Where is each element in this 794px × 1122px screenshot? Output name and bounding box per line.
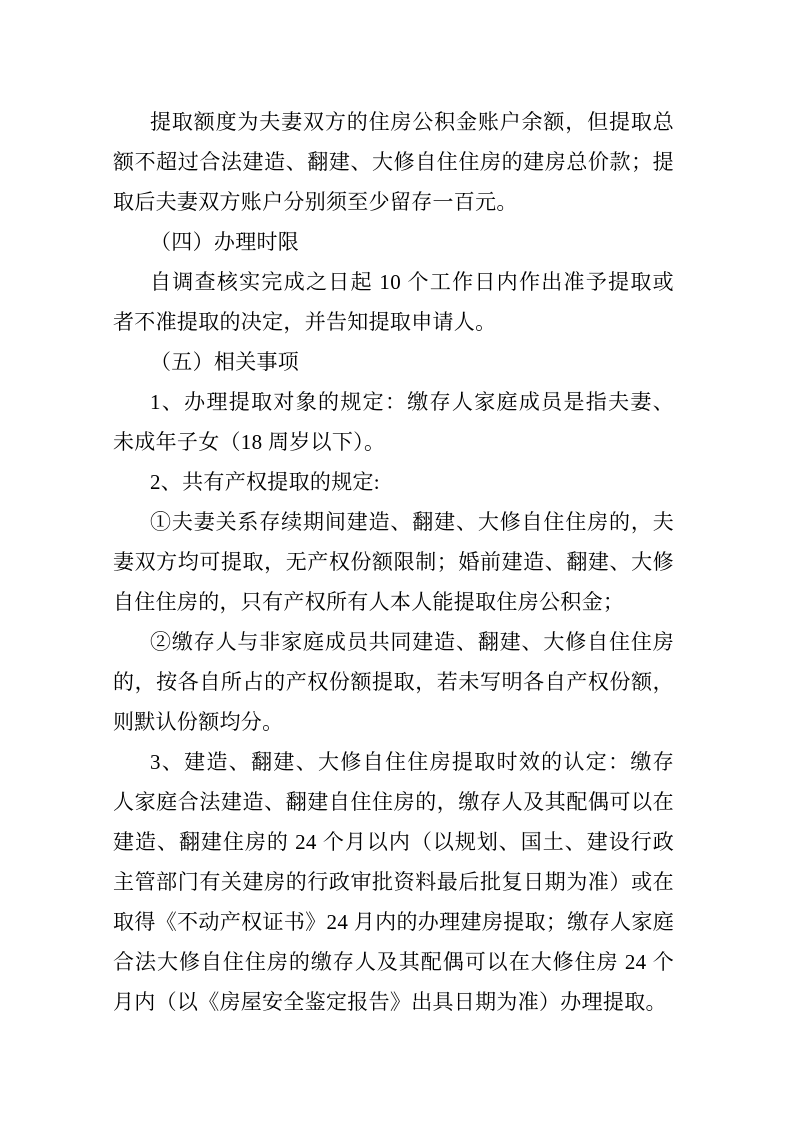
doc-line: 的，按各自所占的产权份额提取，若未写明各自产权份额， xyxy=(113,670,674,694)
paragraph-withdrawal-limit xyxy=(113,102,674,222)
paragraph-item-2 xyxy=(113,462,674,502)
document-body xyxy=(113,102,674,1022)
paragraph-item-1 xyxy=(113,382,674,462)
doc-line: 额不超过合法建造、翻建、大修自住住房的建房总价款；提 xyxy=(113,150,674,174)
doc-line: 取得《不动产权证书》24 月内的办理建房提取；缴存人家庭 xyxy=(113,910,674,934)
doc-line: 者不准提取的决定，并告知提取申请人。 xyxy=(113,310,497,334)
paragraph-item-3 xyxy=(113,742,674,1022)
doc-line: 则默认份额均分。 xyxy=(113,710,284,734)
doc-line: 自住住房的，只有产权所有人本人能提取住房公积金； xyxy=(113,590,625,614)
doc-line: 未成年子女（18 周岁以下）。 xyxy=(113,430,386,454)
doc-line: 3、建造、翻建、大修自住住房提取时效的认定：缴存 xyxy=(150,750,674,774)
doc-line: 月内（以《房屋安全鉴定报告》出具日期为准）办理提取。 xyxy=(113,990,667,1014)
doc-line: 取后夫妻双方账户分别须至少留存一百元。 xyxy=(113,190,518,214)
doc-line: 主管部门有关建房的行政审批资料最后批复日期为准）或在 xyxy=(113,870,674,894)
paragraph-processing-time xyxy=(113,262,674,342)
doc-line: 提取额度为夫妻双方的住房公积金账户余额，但提取总 xyxy=(150,110,674,134)
doc-line: ②缴存人与非家庭成员共同建造、翻建、大修自住住房 xyxy=(150,630,674,654)
heading-section-4 xyxy=(113,222,674,262)
paragraph-item-2-clause-2 xyxy=(113,622,674,742)
doc-line: 合法大修自住住房的缴存人及其配偶可以在大修住房 24 个 xyxy=(113,950,674,974)
paragraph-item-2-clause-1 xyxy=(113,502,674,622)
doc-line: ①夫妻关系存续期间建造、翻建、大修自住住房的，夫 xyxy=(150,510,674,534)
doc-line: 妻双方均可提取，无产权份额限制；婚前建造、翻建、大修 xyxy=(113,550,674,574)
doc-line: 1、办理提取对象的规定：缴存人家庭成员是指夫妻、 xyxy=(150,390,674,414)
doc-line: 自调查核实完成之日起 10 个工作日内作出准予提取或 xyxy=(150,270,674,294)
heading-section-5 xyxy=(113,342,674,382)
doc-line: （四）办理时限 xyxy=(150,230,300,254)
doc-line: 建造、翻建住房的 24 个月以内（以规划、国土、建设行政 xyxy=(113,830,674,854)
doc-line: 2、共有产权提取的规定: xyxy=(150,470,380,494)
doc-line: （五）相关事项 xyxy=(150,350,300,374)
doc-line: 人家庭合法建造、翻建自住住房的，缴存人及其配偶可以在 xyxy=(113,790,674,814)
